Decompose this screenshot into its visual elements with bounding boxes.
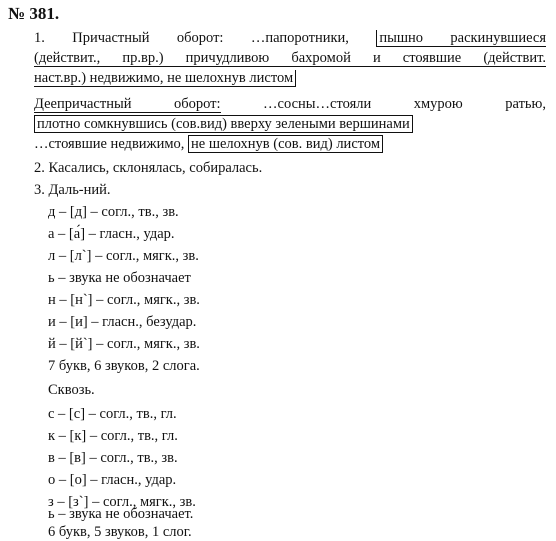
phonetic-summary: 6 букв, 5 звуков, 1 слог. [48, 524, 192, 540]
phonetic-row: ь – звука не обозначает [48, 270, 191, 286]
answer-1-line-2: (действит., пр.вр.) причудливою бахромой и стоявшие (действит. [34, 50, 546, 66]
phonetic-row: о – [о] – гласн., удар. [48, 472, 177, 488]
phonetic-row: д – [д] – согл., тв., зв. [48, 204, 179, 220]
gerund-line-3: …стоявшие недвижимо, не шелохнув (сов. вид) листом [34, 135, 383, 153]
answer-1-line-3: наст.вр.) недвижимо, не шелохнув листом [34, 69, 296, 87]
phonetic-row: й – [й`] – согл., мягк., зв. [48, 336, 200, 352]
phonetic-row: ь – звука не обозначает. [48, 506, 194, 522]
phonetic-row: с – [с] – согл., тв., гл. [48, 406, 177, 422]
second-word: Сквозь. [48, 382, 95, 398]
phonetic-row: н – [н`] – согл., мягк., зв. [48, 292, 200, 308]
phonetic-row: л – [л`] – согл., мягк., зв. [48, 248, 199, 264]
phonetic-summary: 7 букв, 6 звуков, 2 слога. [48, 358, 200, 374]
phonetic-row: з – [з`] – согл., мягк., зв. [48, 494, 196, 510]
phonetic-row: в – [в] – согл., тв., зв. [48, 450, 178, 466]
phonetic-row: а – [а́] – гласн., удар. [48, 226, 175, 242]
answer-3-word: 3. Даль-ний. [34, 182, 111, 198]
answer-1-line-1: 1. Причастный оборот: …папоротники, пышно раскинувшиеся [34, 30, 546, 46]
exercise-number: № 381. [8, 4, 60, 23]
phonetic-row: к – [к] – согл., тв., гл. [48, 428, 178, 444]
gerund-line-1: Деепричастный оборот: …сосны…стояли хмурою ратью, [34, 96, 546, 112]
answer-2: 2. Касались, склонялась, собиралась. [34, 160, 263, 176]
gerund-line-2: плотно сомкнувшись (сов.вид) вверху зелеными вершинами [34, 115, 413, 133]
phonetic-row: и – [и] – гласн., безудар. [48, 314, 197, 330]
